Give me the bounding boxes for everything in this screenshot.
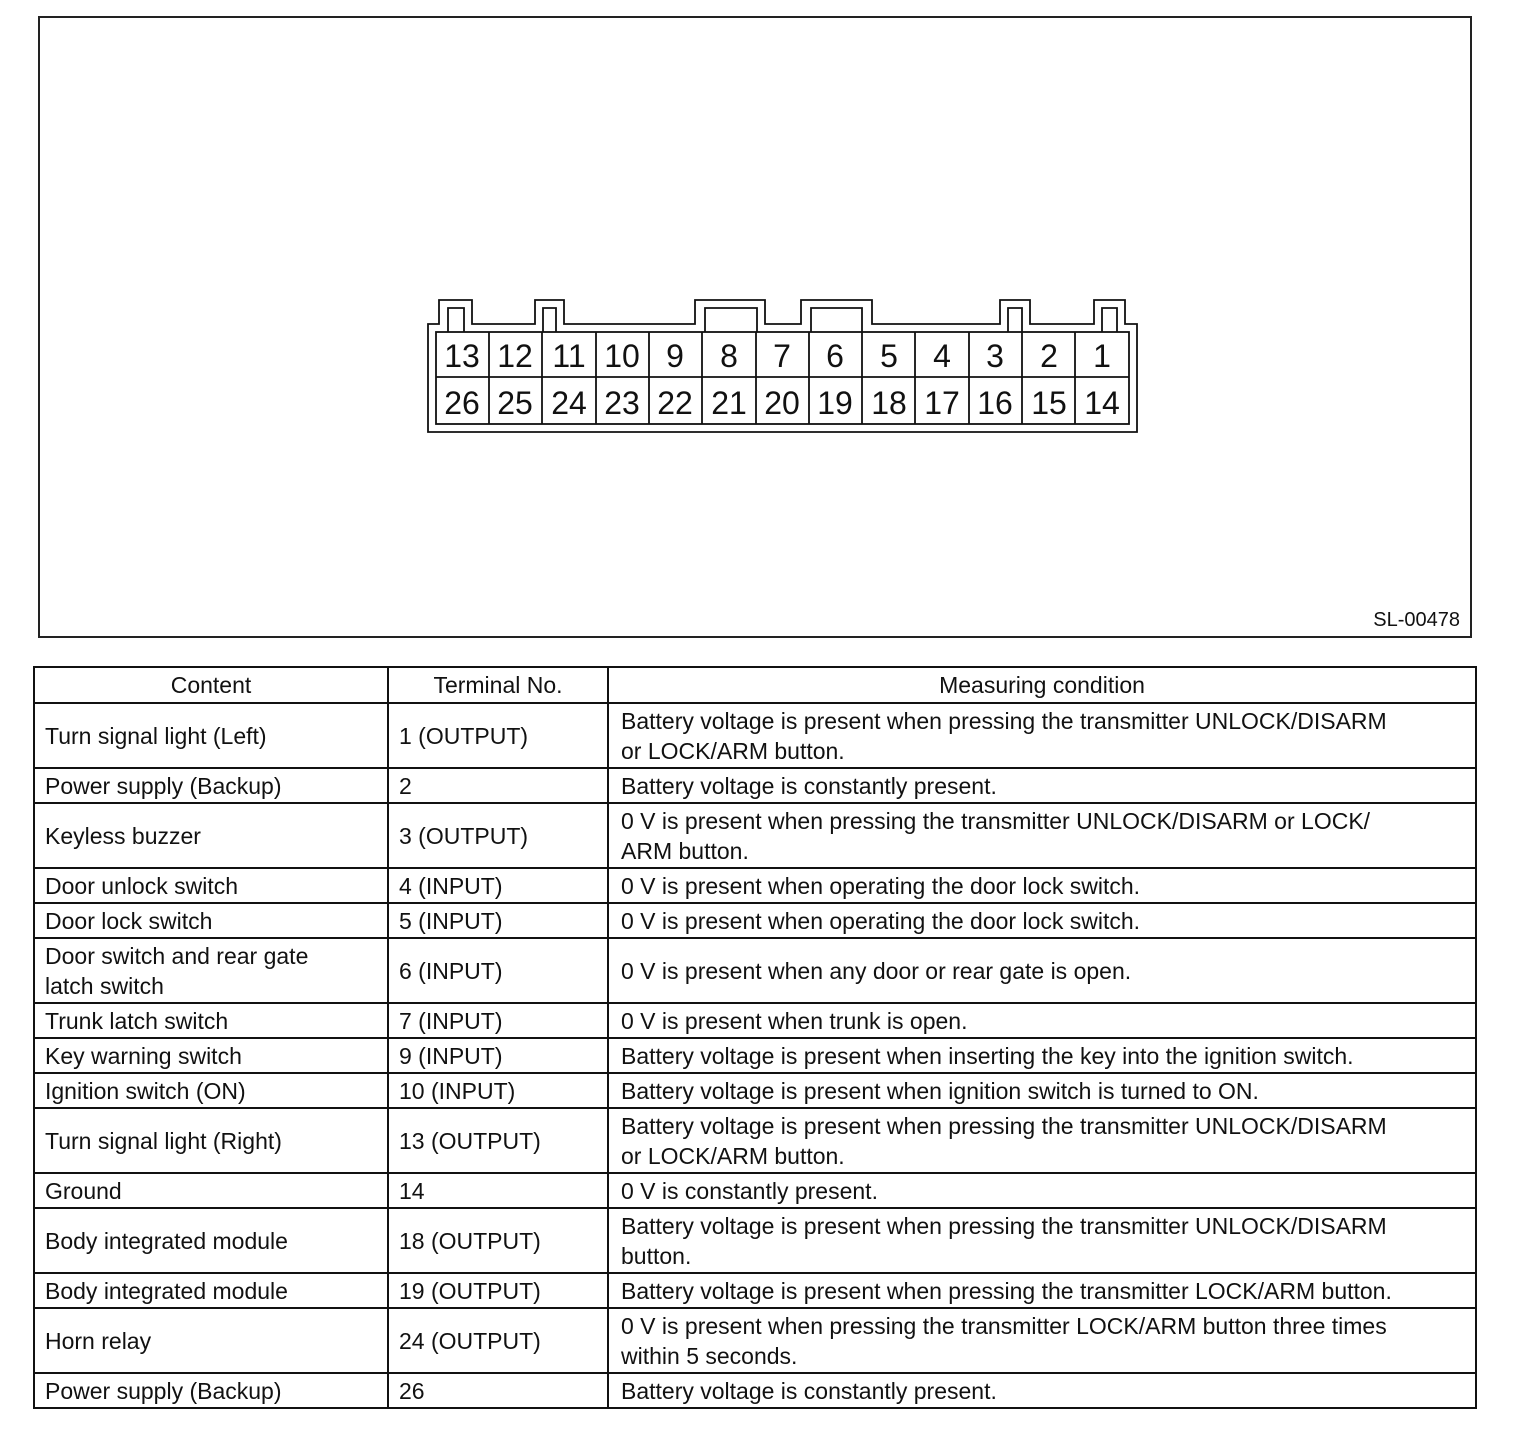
pin-label: 12 (497, 338, 533, 374)
content-cell: Keyless buzzer (34, 803, 388, 868)
condition-cell: Battery voltage is present when inserting the key into the ignition switch. (608, 1038, 1476, 1073)
table-row (34, 1173, 1476, 1208)
content-cell: Door unlock switch (34, 868, 388, 903)
content-cell: Ground (34, 1173, 388, 1208)
condition-cell: 0 V is present when pressing the transmitter LOCK/ARM button three times within 5 seconds. (608, 1308, 1476, 1373)
content-cell: Body integrated module (34, 1208, 388, 1273)
content-cell: Door switch and rear gate latch switch (34, 938, 388, 1003)
terminal-spec-table (33, 666, 1477, 1409)
pin-label: 6 (826, 338, 844, 374)
pin-label: 25 (497, 385, 533, 421)
table-row (34, 803, 1476, 868)
table-header-row (34, 667, 1476, 703)
condition-cell: Battery voltage is present when pressing the transmitter UNLOCK/DISARM or LOCK/ARM button. (608, 703, 1476, 768)
terminal-cell: 9 (INPUT) (388, 1038, 608, 1073)
table-row (34, 1003, 1476, 1038)
pin-label: 21 (711, 385, 747, 421)
pin-label: 7 (773, 338, 791, 374)
terminal-cell: 19 (OUTPUT) (388, 1273, 608, 1308)
header-condition: Measuring condition (608, 667, 1476, 703)
condition-cell: Battery voltage is present when ignition switch is turned to ON. (608, 1073, 1476, 1108)
connector-diagram (40, 18, 1470, 636)
table-row (34, 1208, 1476, 1273)
table-row (34, 1073, 1476, 1108)
pin-label: 10 (604, 338, 640, 374)
table-row (34, 1273, 1476, 1308)
terminal-cell: 2 (388, 768, 608, 803)
header-content: Content (34, 667, 388, 703)
pin-label: 16 (977, 385, 1013, 421)
content-cell: Power supply (Backup) (34, 768, 388, 803)
content-cell: Key warning switch (34, 1038, 388, 1073)
table-row (34, 868, 1476, 903)
content-cell: Horn relay (34, 1308, 388, 1373)
table-row (34, 938, 1476, 1003)
table-row (34, 1308, 1476, 1373)
pin-label: 14 (1084, 385, 1120, 421)
pin-label: 2 (1040, 338, 1058, 374)
content-cell: Turn signal light (Right) (34, 1108, 388, 1173)
table-row (34, 1373, 1476, 1408)
pin-label: 20 (764, 385, 800, 421)
terminal-cell: 1 (OUTPUT) (388, 703, 608, 768)
condition-cell: 0 V is constantly present. (608, 1173, 1476, 1208)
pin-label: 22 (657, 385, 693, 421)
table-row (34, 703, 1476, 768)
condition-cell: 0 V is present when pressing the transmitter UNLOCK/DISARM or LOCK/ ARM button. (608, 803, 1476, 868)
pin-label: 13 (444, 338, 480, 374)
condition-cell: Battery voltage is constantly present. (608, 1373, 1476, 1408)
content-cell: Body integrated module (34, 1273, 388, 1308)
pin-labels (444, 338, 1120, 421)
terminal-cell: 14 (388, 1173, 608, 1208)
pin-label: 4 (933, 338, 951, 374)
content-cell: Trunk latch switch (34, 1003, 388, 1038)
pin-label: 3 (986, 338, 1004, 374)
terminal-cell: 6 (INPUT) (388, 938, 608, 1003)
condition-cell: 0 V is present when trunk is open. (608, 1003, 1476, 1038)
condition-cell: Battery voltage is present when pressing the transmitter LOCK/ARM button. (608, 1273, 1476, 1308)
condition-cell: 0 V is present when operating the door lock switch. (608, 868, 1476, 903)
terminal-cell: 26 (388, 1373, 608, 1408)
pin-label: 23 (604, 385, 640, 421)
terminal-cell: 24 (OUTPUT) (388, 1308, 608, 1373)
pin-label: 18 (871, 385, 907, 421)
figure-id: SL-00478 (1373, 609, 1460, 631)
content-cell: Door lock switch (34, 903, 388, 938)
connector-figure (38, 16, 1472, 638)
content-cell: Turn signal light (Left) (34, 703, 388, 768)
pin-label: 17 (924, 385, 960, 421)
condition-cell: Battery voltage is constantly present. (608, 768, 1476, 803)
terminal-cell: 4 (INPUT) (388, 868, 608, 903)
pin-label: 15 (1031, 385, 1067, 421)
terminal-cell: 10 (INPUT) (388, 1073, 608, 1108)
pin-label: 5 (880, 338, 898, 374)
condition-cell: Battery voltage is present when pressing the transmitter UNLOCK/DISARM or LOCK/ARM button. (608, 1108, 1476, 1173)
content-cell: Ignition switch (ON) (34, 1073, 388, 1108)
condition-cell: 0 V is present when any door or rear gate is open. (608, 938, 1476, 1003)
terminal-cell: 3 (OUTPUT) (388, 803, 608, 868)
table-row (34, 903, 1476, 938)
condition-cell: Battery voltage is present when pressing the transmitter UNLOCK/DISARM button. (608, 1208, 1476, 1273)
pin-label: 9 (666, 338, 684, 374)
pin-label: 26 (444, 385, 480, 421)
terminal-cell: 7 (INPUT) (388, 1003, 608, 1038)
pin-label: 19 (817, 385, 853, 421)
pin-label: 8 (720, 338, 738, 374)
table-row (34, 768, 1476, 803)
table-row (34, 1038, 1476, 1073)
pin-label: 24 (551, 385, 587, 421)
terminal-cell: 18 (OUTPUT) (388, 1208, 608, 1273)
terminal-cell: 5 (INPUT) (388, 903, 608, 938)
pin-label: 11 (552, 338, 586, 374)
table-row (34, 1108, 1476, 1173)
terminal-cell: 13 (OUTPUT) (388, 1108, 608, 1173)
condition-cell: 0 V is present when operating the door lock switch. (608, 903, 1476, 938)
content-cell: Power supply (Backup) (34, 1373, 388, 1408)
pin-label: 1 (1093, 338, 1111, 374)
header-terminal: Terminal No. (388, 667, 608, 703)
